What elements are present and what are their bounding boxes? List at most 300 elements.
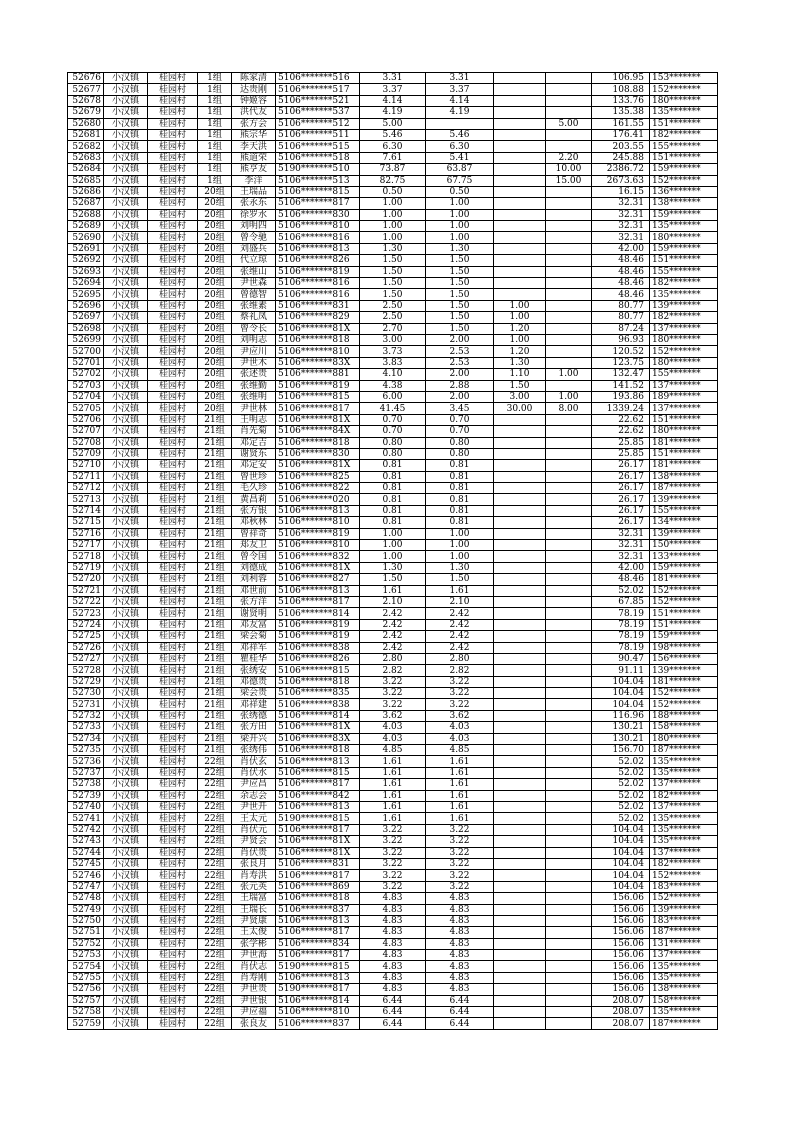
area-col-2-cell xyxy=(494,118,546,129)
village-cell: 桂园村 xyxy=(148,505,198,516)
total-area-cell: 4.83 xyxy=(360,984,426,995)
area-col-1-cell: 1.50 xyxy=(426,300,494,311)
phone-cell: 135******* xyxy=(650,972,718,983)
id-number-cell: 5190*******817 xyxy=(276,984,360,995)
table-row xyxy=(68,813,718,824)
total-area-cell: 0.81 xyxy=(360,494,426,505)
area-col-2-cell xyxy=(494,790,546,801)
total-area-cell: 4.10 xyxy=(360,369,426,380)
table-row xyxy=(68,186,718,197)
amount-cell: 26.17 xyxy=(592,483,650,494)
area-col-1-cell: 3.22 xyxy=(426,824,494,835)
area-col-3-cell xyxy=(546,779,592,790)
area-col-2-cell xyxy=(494,186,546,197)
village-cell: 桂园村 xyxy=(148,722,198,733)
area-col-2-cell xyxy=(494,517,546,528)
town-cell: 小汉镇 xyxy=(104,802,148,813)
village-cell: 桂园村 xyxy=(148,836,198,847)
town-cell: 小汉镇 xyxy=(104,141,148,152)
table-row xyxy=(68,631,718,642)
village-cell: 桂园村 xyxy=(148,665,198,676)
amount-cell: 135.38 xyxy=(592,107,650,118)
area-col-1-cell: 2.42 xyxy=(426,619,494,630)
area-col-3-cell xyxy=(546,984,592,995)
row-number-cell: 52744 xyxy=(68,847,104,858)
id-number-cell: 5106*******819 xyxy=(276,380,360,391)
area-col-2-cell xyxy=(494,608,546,619)
id-number-cell: 5106*******831 xyxy=(276,300,360,311)
area-col-1-cell: 3.62 xyxy=(426,710,494,721)
phone-cell: 151******* xyxy=(650,414,718,425)
row-number-cell: 52752 xyxy=(68,938,104,949)
name-cell: 邓德贵 xyxy=(232,676,276,687)
village-cell: 桂园村 xyxy=(148,517,198,528)
table-row xyxy=(68,642,718,653)
row-number-cell: 52706 xyxy=(68,414,104,425)
area-col-2-cell: 30.00 xyxy=(494,403,546,414)
phone-cell: 159******* xyxy=(650,164,718,175)
total-area-cell: 1.00 xyxy=(360,221,426,232)
group-cell: 20组 xyxy=(198,255,232,266)
row-number-cell: 52722 xyxy=(68,596,104,607)
town-cell: 小汉镇 xyxy=(104,107,148,118)
amount-cell: 22.62 xyxy=(592,426,650,437)
id-number-cell: 5106*******810 xyxy=(276,540,360,551)
group-cell: 21组 xyxy=(198,483,232,494)
id-number-cell: 5106*******834 xyxy=(276,938,360,949)
id-number-cell: 5106*******831 xyxy=(276,858,360,869)
table-row xyxy=(68,710,718,721)
id-number-cell: 5106*******814 xyxy=(276,608,360,619)
name-cell: 刘明四 xyxy=(232,221,276,232)
area-col-2-cell xyxy=(494,653,546,664)
row-number-cell: 52713 xyxy=(68,494,104,505)
name-cell: 尹世木 xyxy=(232,357,276,368)
row-number-cell: 52745 xyxy=(68,858,104,869)
id-number-cell: 5106*******818 xyxy=(276,893,360,904)
area-col-1-cell: 6.44 xyxy=(426,1007,494,1018)
phone-cell: 151******* xyxy=(650,152,718,163)
phone-cell: 135******* xyxy=(650,961,718,972)
name-cell: 谢贤东 xyxy=(232,448,276,459)
amount-cell: 32.31 xyxy=(592,540,650,551)
area-col-2-cell xyxy=(494,904,546,915)
town-cell: 小汉镇 xyxy=(104,642,148,653)
village-cell: 桂园村 xyxy=(148,870,198,881)
group-cell: 22组 xyxy=(198,858,232,869)
group-cell: 22组 xyxy=(198,836,232,847)
town-cell: 小汉镇 xyxy=(104,369,148,380)
row-number-cell: 52710 xyxy=(68,460,104,471)
row-number-cell: 52754 xyxy=(68,961,104,972)
phone-cell: 135******* xyxy=(650,813,718,824)
id-number-cell: 5106*******818 xyxy=(276,437,360,448)
village-cell: 桂园村 xyxy=(148,528,198,539)
row-number-cell: 52724 xyxy=(68,619,104,630)
name-cell: 尹世贵 xyxy=(232,984,276,995)
village-cell: 桂园村 xyxy=(148,653,198,664)
town-cell: 小汉镇 xyxy=(104,494,148,505)
group-cell: 1组 xyxy=(198,73,232,84)
area-col-3-cell xyxy=(546,95,592,106)
amount-cell: 52.02 xyxy=(592,767,650,778)
row-number-cell: 52688 xyxy=(68,209,104,220)
name-cell: 刘盛兵 xyxy=(232,243,276,254)
village-cell: 桂园村 xyxy=(148,460,198,471)
phone-cell: 135******* xyxy=(650,1007,718,1018)
phone-cell: 152******* xyxy=(650,175,718,186)
group-cell: 21组 xyxy=(198,710,232,721)
area-col-1-cell: 3.22 xyxy=(426,858,494,869)
total-area-cell: 3.22 xyxy=(360,847,426,858)
name-cell: 邓定吉 xyxy=(232,437,276,448)
group-cell: 21组 xyxy=(198,505,232,516)
group-cell: 21组 xyxy=(198,631,232,642)
total-area-cell: 1.00 xyxy=(360,528,426,539)
group-cell: 1组 xyxy=(198,84,232,95)
town-cell: 小汉镇 xyxy=(104,915,148,926)
phone-cell: 135******* xyxy=(650,221,718,232)
group-cell: 22组 xyxy=(198,961,232,972)
id-number-cell: 5106*******83X xyxy=(276,357,360,368)
table-row xyxy=(68,893,718,904)
area-col-2-cell xyxy=(494,961,546,972)
phone-cell: 135******* xyxy=(650,836,718,847)
amount-cell: 208.07 xyxy=(592,1018,650,1029)
group-cell: 20组 xyxy=(198,198,232,209)
amount-cell: 78.19 xyxy=(592,608,650,619)
total-area-cell: 7.61 xyxy=(360,152,426,163)
total-area-cell: 2.50 xyxy=(360,300,426,311)
phone-cell: 187******* xyxy=(650,1018,718,1029)
name-cell: 曾令长 xyxy=(232,323,276,334)
area-col-1-cell: 0.80 xyxy=(426,437,494,448)
phone-cell: 133******* xyxy=(650,551,718,562)
name-cell: 陈家清 xyxy=(232,73,276,84)
total-area-cell: 2.10 xyxy=(360,596,426,607)
table-body xyxy=(68,73,718,1030)
village-cell: 桂园村 xyxy=(148,676,198,687)
phone-cell: 155******* xyxy=(650,369,718,380)
area-col-3-cell xyxy=(546,915,592,926)
phone-cell: 181******* xyxy=(650,437,718,448)
area-col-3-cell xyxy=(546,221,592,232)
id-number-cell: 5190*******815 xyxy=(276,813,360,824)
name-cell: 邓定安 xyxy=(232,460,276,471)
amount-cell: 104.04 xyxy=(592,676,650,687)
area-col-3-cell xyxy=(546,688,592,699)
table-row xyxy=(68,699,718,710)
name-cell: 张元英 xyxy=(232,881,276,892)
id-number-cell: 5106*******810 xyxy=(276,221,360,232)
row-number-cell: 52677 xyxy=(68,84,104,95)
group-cell: 22组 xyxy=(198,824,232,835)
table-row xyxy=(68,802,718,813)
area-col-1-cell: 2.53 xyxy=(426,357,494,368)
village-cell: 桂园村 xyxy=(148,972,198,983)
area-col-3-cell xyxy=(546,574,592,585)
amount-cell: 108.88 xyxy=(592,84,650,95)
row-number-cell: 52742 xyxy=(68,824,104,835)
amount-cell: 104.04 xyxy=(592,858,650,869)
row-number-cell: 52697 xyxy=(68,312,104,323)
phone-cell: 152******* xyxy=(650,84,718,95)
id-number-cell: 5106*******512 xyxy=(276,118,360,129)
village-cell: 桂园村 xyxy=(148,107,198,118)
area-col-2-cell xyxy=(494,927,546,938)
area-col-3-cell xyxy=(546,562,592,573)
id-number-cell: 5190*******510 xyxy=(276,164,360,175)
total-area-cell: 1.00 xyxy=(360,209,426,220)
id-number-cell: 5106*******818 xyxy=(276,334,360,345)
area-col-2-cell xyxy=(494,836,546,847)
village-cell: 桂园村 xyxy=(148,118,198,129)
area-col-3-cell xyxy=(546,802,592,813)
phone-cell: 159******* xyxy=(650,209,718,220)
name-cell: 王太俊 xyxy=(232,927,276,938)
village-cell: 桂园村 xyxy=(148,403,198,414)
amount-cell: 91.11 xyxy=(592,665,650,676)
row-number-cell: 52687 xyxy=(68,198,104,209)
village-cell: 桂园村 xyxy=(148,745,198,756)
area-col-1-cell: 2.10 xyxy=(426,596,494,607)
area-col-2-cell xyxy=(494,676,546,687)
village-cell: 桂园村 xyxy=(148,198,198,209)
area-col-1-cell: 3.31 xyxy=(426,73,494,84)
amount-cell: 48.46 xyxy=(592,266,650,277)
area-col-3-cell xyxy=(546,585,592,596)
area-col-2-cell xyxy=(494,448,546,459)
name-cell: 王明志 xyxy=(232,414,276,425)
town-cell: 小汉镇 xyxy=(104,927,148,938)
id-number-cell: 5106*******829 xyxy=(276,312,360,323)
area-col-1-cell: 1.50 xyxy=(426,278,494,289)
area-col-3-cell xyxy=(546,483,592,494)
village-cell: 桂园村 xyxy=(148,300,198,311)
total-area-cell: 3.62 xyxy=(360,710,426,721)
name-cell: 代立琼 xyxy=(232,255,276,266)
amount-cell: 52.02 xyxy=(592,756,650,767)
area-col-2-cell xyxy=(494,756,546,767)
village-cell: 桂园村 xyxy=(148,699,198,710)
total-area-cell: 2.70 xyxy=(360,323,426,334)
area-col-2-cell xyxy=(494,152,546,163)
town-cell: 小汉镇 xyxy=(104,517,148,528)
name-cell: 谢贤明 xyxy=(232,608,276,619)
phone-cell: 151******* xyxy=(650,255,718,266)
amount-cell: 104.04 xyxy=(592,870,650,881)
village-cell: 桂园村 xyxy=(148,209,198,220)
area-col-2-cell xyxy=(494,642,546,653)
village-cell: 桂园村 xyxy=(148,175,198,186)
table-row xyxy=(68,471,718,482)
id-number-cell: 5106*******881 xyxy=(276,369,360,380)
row-number-cell: 52755 xyxy=(68,972,104,983)
amount-cell: 80.77 xyxy=(592,300,650,311)
row-number-cell: 52695 xyxy=(68,289,104,300)
village-cell: 桂园村 xyxy=(148,95,198,106)
village-cell: 桂园村 xyxy=(148,858,198,869)
area-col-3-cell xyxy=(546,198,592,209)
name-cell: 李天洪 xyxy=(232,141,276,152)
name-cell: 尹世林 xyxy=(232,403,276,414)
group-cell: 20组 xyxy=(198,186,232,197)
name-cell: 刘利蓉 xyxy=(232,574,276,585)
row-number-cell: 52732 xyxy=(68,710,104,721)
row-number-cell: 52693 xyxy=(68,266,104,277)
table-row xyxy=(68,528,718,539)
town-cell: 小汉镇 xyxy=(104,893,148,904)
amount-cell: 80.77 xyxy=(592,312,650,323)
town-cell: 小汉镇 xyxy=(104,676,148,687)
group-cell: 22组 xyxy=(198,881,232,892)
group-cell: 21组 xyxy=(198,562,232,573)
table-row xyxy=(68,688,718,699)
id-number-cell: 5190*******815 xyxy=(276,961,360,972)
phone-cell: 198******* xyxy=(650,642,718,653)
total-area-cell: 1.00 xyxy=(360,540,426,551)
amount-cell: 90.47 xyxy=(592,653,650,664)
name-cell: 肖伏志 xyxy=(232,961,276,972)
group-cell: 22组 xyxy=(198,995,232,1006)
village-cell: 桂园村 xyxy=(148,551,198,562)
row-number-cell: 52681 xyxy=(68,129,104,140)
town-cell: 小汉镇 xyxy=(104,665,148,676)
name-cell: 毛久珍 xyxy=(232,483,276,494)
area-col-1-cell: 1.50 xyxy=(426,312,494,323)
area-col-2-cell xyxy=(494,767,546,778)
name-cell: 余志会 xyxy=(232,790,276,801)
area-col-3-cell xyxy=(546,813,592,824)
group-cell: 21组 xyxy=(198,517,232,528)
name-cell: 梁开兴 xyxy=(232,733,276,744)
area-col-3-cell xyxy=(546,642,592,653)
town-cell: 小汉镇 xyxy=(104,221,148,232)
amount-cell: 16.15 xyxy=(592,186,650,197)
area-col-1-cell: 3.22 xyxy=(426,688,494,699)
group-cell: 20组 xyxy=(198,312,232,323)
village-cell: 桂园村 xyxy=(148,642,198,653)
row-number-cell: 52757 xyxy=(68,995,104,1006)
id-number-cell: 5106*******813 xyxy=(276,802,360,813)
name-cell: 尹世银 xyxy=(232,995,276,1006)
row-number-cell: 52759 xyxy=(68,1018,104,1029)
village-cell: 桂园村 xyxy=(148,129,198,140)
total-area-cell: 2.42 xyxy=(360,608,426,619)
area-col-3-cell xyxy=(546,790,592,801)
total-area-cell: 41.45 xyxy=(360,403,426,414)
amount-cell: 132.47 xyxy=(592,369,650,380)
amount-cell: 32.31 xyxy=(592,551,650,562)
town-cell: 小汉镇 xyxy=(104,984,148,995)
area-col-2-cell xyxy=(494,574,546,585)
village-cell: 桂园村 xyxy=(148,426,198,437)
id-number-cell: 5106*******819 xyxy=(276,619,360,630)
town-cell: 小汉镇 xyxy=(104,631,148,642)
village-cell: 桂园村 xyxy=(148,73,198,84)
area-col-3-cell xyxy=(546,938,592,949)
name-cell: 熊宗华 xyxy=(232,129,276,140)
row-number-cell: 52703 xyxy=(68,380,104,391)
area-col-3-cell xyxy=(546,710,592,721)
phone-cell: 152******* xyxy=(650,596,718,607)
row-number-cell: 52683 xyxy=(68,152,104,163)
group-cell: 21组 xyxy=(198,540,232,551)
town-cell: 小汉镇 xyxy=(104,540,148,551)
group-cell: 21组 xyxy=(198,642,232,653)
town-cell: 小汉镇 xyxy=(104,380,148,391)
town-cell: 小汉镇 xyxy=(104,403,148,414)
phone-cell: 135******* xyxy=(650,767,718,778)
table-row xyxy=(68,312,718,323)
total-area-cell: 0.81 xyxy=(360,471,426,482)
area-col-2-cell xyxy=(494,915,546,926)
area-col-2-cell xyxy=(494,745,546,756)
amount-cell: 156.06 xyxy=(592,927,650,938)
phone-cell: 187******* xyxy=(650,483,718,494)
group-cell: 22组 xyxy=(198,1018,232,1029)
area-col-1-cell: 4.03 xyxy=(426,733,494,744)
area-col-1-cell: 0.81 xyxy=(426,460,494,471)
area-col-1-cell: 0.80 xyxy=(426,448,494,459)
town-cell: 小汉镇 xyxy=(104,562,148,573)
area-col-2-cell xyxy=(494,950,546,961)
area-col-1-cell: 1.50 xyxy=(426,289,494,300)
table-row xyxy=(68,915,718,926)
amount-cell: 104.04 xyxy=(592,824,650,835)
area-col-2-cell xyxy=(494,255,546,266)
area-col-3-cell xyxy=(546,84,592,95)
id-number-cell: 5106*******537 xyxy=(276,107,360,118)
id-number-cell: 5106*******819 xyxy=(276,528,360,539)
row-number-cell: 52719 xyxy=(68,562,104,573)
table-row xyxy=(68,938,718,949)
area-col-1-cell: 4.83 xyxy=(426,984,494,995)
id-number-cell: 5106*******516 xyxy=(276,73,360,84)
table-row xyxy=(68,767,718,778)
total-area-cell: 3.22 xyxy=(360,858,426,869)
table-row xyxy=(68,722,718,733)
village-cell: 桂园村 xyxy=(148,164,198,175)
phone-cell: 155******* xyxy=(650,141,718,152)
total-area-cell: 4.03 xyxy=(360,722,426,733)
village-cell: 桂园村 xyxy=(148,619,198,630)
area-col-3-cell xyxy=(546,266,592,277)
table-row xyxy=(68,198,718,209)
area-col-1-cell: 0.50 xyxy=(426,186,494,197)
row-number-cell: 52716 xyxy=(68,528,104,539)
phone-cell: 151******* xyxy=(650,619,718,630)
phone-cell: 137******* xyxy=(650,847,718,858)
town-cell: 小汉镇 xyxy=(104,961,148,972)
area-col-1-cell: 1.61 xyxy=(426,813,494,824)
table-row xyxy=(68,403,718,414)
id-number-cell: 5106*******81X xyxy=(276,562,360,573)
row-number-cell: 52747 xyxy=(68,881,104,892)
group-cell: 20组 xyxy=(198,346,232,357)
name-cell: 肖伏水 xyxy=(232,767,276,778)
row-number-cell: 52717 xyxy=(68,540,104,551)
id-number-cell: 5106*******815 xyxy=(276,767,360,778)
village-cell: 桂园村 xyxy=(148,289,198,300)
table-row xyxy=(68,574,718,585)
total-area-cell: 82.75 xyxy=(360,175,426,186)
town-cell: 小汉镇 xyxy=(104,858,148,869)
row-number-cell: 52708 xyxy=(68,437,104,448)
group-cell: 22组 xyxy=(198,813,232,824)
row-number-cell: 52679 xyxy=(68,107,104,118)
name-cell: 肖伏贵 xyxy=(232,847,276,858)
